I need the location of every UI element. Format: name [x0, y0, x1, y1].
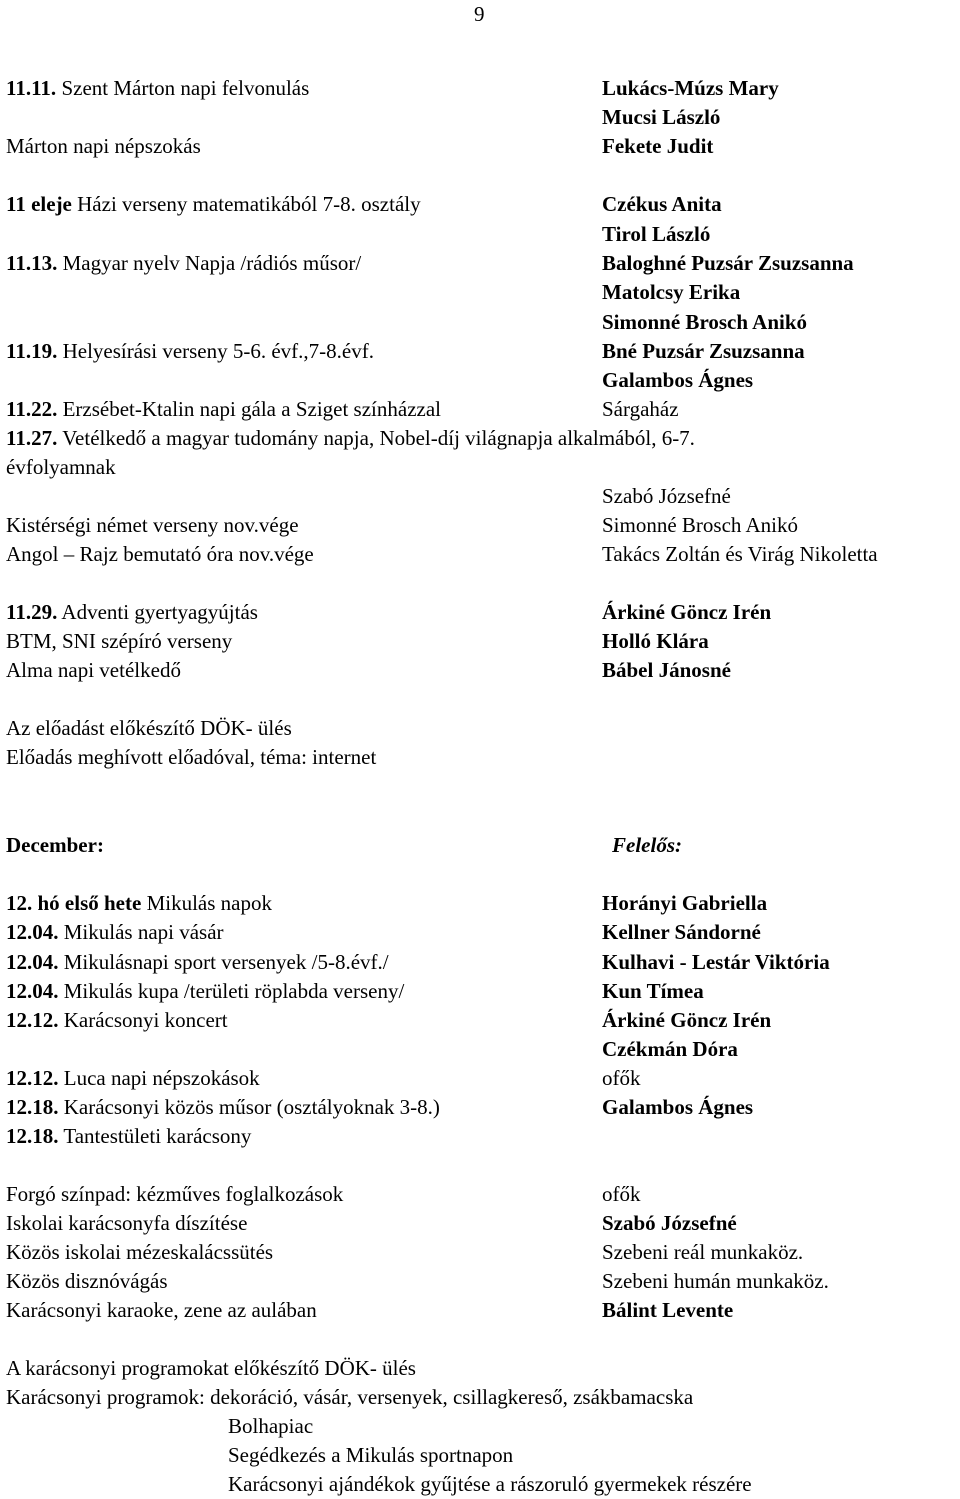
program-subitem: Segédkezés a Mikulás sportnapon [228, 1443, 514, 1467]
event-text: Alma napi vetélkedő [6, 658, 181, 682]
event-text-continued: évfolyamnak [6, 455, 116, 479]
event-row [6, 251, 361, 275]
event-date: 12.18. [6, 1095, 59, 1119]
responsible-person: Szabó Józsefné [602, 484, 731, 508]
responsible-person: Fekete Judit [602, 134, 714, 158]
responsible-person: Czékus Anita [602, 192, 722, 216]
responsible-heading: Felelős: [612, 833, 682, 857]
event-date: 12.18. [6, 1124, 59, 1148]
event-text: Helyesírási verseny 5-6. évf.,7-8.évf. [57, 339, 374, 363]
event-text: Mikulás napok [141, 891, 272, 915]
event-text: BTM, SNI szépíró verseny [6, 629, 233, 653]
dok-meeting-text: A karácsonyi programokat előkészítő DÖK- ülés [6, 1356, 416, 1380]
event-date: 12.12. [6, 1008, 59, 1032]
event-date: 12. hó első hete [6, 891, 142, 915]
responsible-person: Bábel Jánosné [602, 658, 731, 682]
responsible-person: Kulhavi - Lestár Viktória [602, 950, 830, 974]
responsible-person: Sárgaház [602, 397, 679, 421]
month-heading: December: [6, 833, 104, 857]
event-row [6, 1095, 440, 1119]
event-row [6, 339, 374, 363]
event-date: 11.11. [6, 76, 57, 100]
event-text: Luca napi népszokások [58, 1066, 260, 1090]
event-text: Közös iskolai mézeskalácssütés [6, 1240, 274, 1264]
responsible-person: Árkiné Göncz Irén [602, 1008, 772, 1032]
event-text: Mikulásnapi sport versenyek /5-8.évf./ [58, 950, 389, 974]
event-date: 11 eleje [6, 192, 72, 216]
responsible-person: Horányi Gabriella [602, 891, 768, 915]
dok-meeting-text: Karácsonyi programok: dekoráció, vásár, versenyek, csillagkereső, zsákbamacska [6, 1385, 694, 1409]
event-row [6, 397, 441, 421]
event-text: Házi verseny matematikából 7-8. osztály [71, 192, 421, 216]
responsible-person: Árkiné Göncz Irén [602, 600, 772, 624]
event-row [6, 979, 404, 1003]
event-row [6, 426, 695, 450]
event-row [6, 1008, 228, 1032]
event-date: 12.12. [6, 1066, 59, 1090]
event-text: Erzsébet-Ktalin napi gála a Sziget színházzal [57, 397, 442, 421]
responsible-person: Matolcsy Erika [602, 280, 741, 304]
event-text: Vetélkedő a magyar tudomány napja, Nobel-díj világnapja alkalmából, 6-7. [57, 426, 695, 450]
event-text: Tantestületi karácsony [58, 1124, 252, 1148]
responsible-person: Szebeni humán munkaköz. [602, 1269, 829, 1293]
dok-meeting-text: Előadás meghívott előadóval, téma: internet [6, 745, 377, 769]
event-text: Márton napi népszokás [6, 134, 201, 158]
responsible-person: Bálint Levente [602, 1298, 734, 1322]
responsible-person: Holló Klára [602, 629, 709, 653]
responsible-person: Czékmán Dóra [602, 1037, 738, 1061]
event-row [6, 600, 258, 624]
event-text: Mikulás kupa /területi röplabda verseny/ [58, 979, 405, 1003]
event-text: Forgó színpad: kézműves foglalkozások [6, 1182, 344, 1206]
program-subitem: Karácsonyi ajándékok gyűjtése a rászoruló gyermekek részére [228, 1472, 752, 1496]
responsible-person: Baloghné Puzsár Zsuzsanna [602, 251, 854, 275]
event-text: Iskolai karácsonyfa díszítése [6, 1211, 248, 1235]
event-text: Mikulás napi vásár [58, 920, 224, 944]
page-number: 9 [474, 2, 485, 26]
program-subitem: Bolhapiac [228, 1414, 314, 1438]
responsible-person: Galambos Ágnes [602, 1095, 754, 1119]
event-date: 12.04. [6, 920, 59, 944]
responsible-person: Takács Zoltán és Virág Nikoletta [602, 542, 878, 566]
responsible-person: Simonné Brosch Anikó [602, 310, 808, 334]
responsible-person: Simonné Brosch Anikó [602, 513, 799, 537]
responsible-person: Lukács-Múzs Mary [602, 76, 779, 100]
responsible-person: Kun Tímea [602, 979, 704, 1003]
event-text: Angol – Rajz bemutató óra nov.vége [6, 542, 314, 566]
responsible-person: Kellner Sándorné [602, 920, 761, 944]
event-text: Kistérségi német verseny nov.vége [6, 513, 299, 537]
event-date: 11.27. [6, 426, 58, 450]
responsible-person: Tirol László [602, 222, 711, 246]
responsible-person: Szebeni reál munkaköz. [602, 1240, 804, 1264]
responsible-person: Szabó Józsefné [602, 1211, 737, 1235]
event-row [6, 950, 389, 974]
event-text: Karácsonyi közös műsor (osztályoknak 3-8.) [58, 1095, 440, 1119]
responsible-person: Galambos Ágnes [602, 368, 754, 392]
event-row [6, 76, 309, 100]
responsible-person: Mucsi László [602, 105, 721, 129]
event-text: Karácsonyi koncert [58, 1008, 228, 1032]
event-row [6, 891, 272, 915]
responsible-person: Bné Puzsár Zsuzsanna [602, 339, 805, 363]
event-text: Karácsonyi karaoke, zene az aulában [6, 1298, 317, 1322]
event-row [6, 1124, 251, 1148]
event-row [6, 1066, 260, 1090]
event-row [6, 920, 224, 944]
event-date: 11.13. [6, 251, 58, 275]
event-text: Szent Márton napi felvonulás [56, 76, 310, 100]
event-date: 11.19. [6, 339, 58, 363]
event-date: 11.29. [6, 600, 58, 624]
event-text: Adventi gyertyagyújtás [57, 600, 258, 624]
event-date: 12.04. [6, 950, 59, 974]
responsible-person: ofők [602, 1182, 641, 1206]
dok-meeting-text: Az előadást előkészítő DÖK- ülés [6, 716, 292, 740]
event-date: 12.04. [6, 979, 59, 1003]
event-date: 11.22. [6, 397, 58, 421]
event-row [6, 192, 421, 216]
event-text: Magyar nyelv Napja /rádiós műsor/ [57, 251, 362, 275]
event-text: Közös disznóvágás [6, 1269, 168, 1293]
responsible-person: ofők [602, 1066, 641, 1090]
